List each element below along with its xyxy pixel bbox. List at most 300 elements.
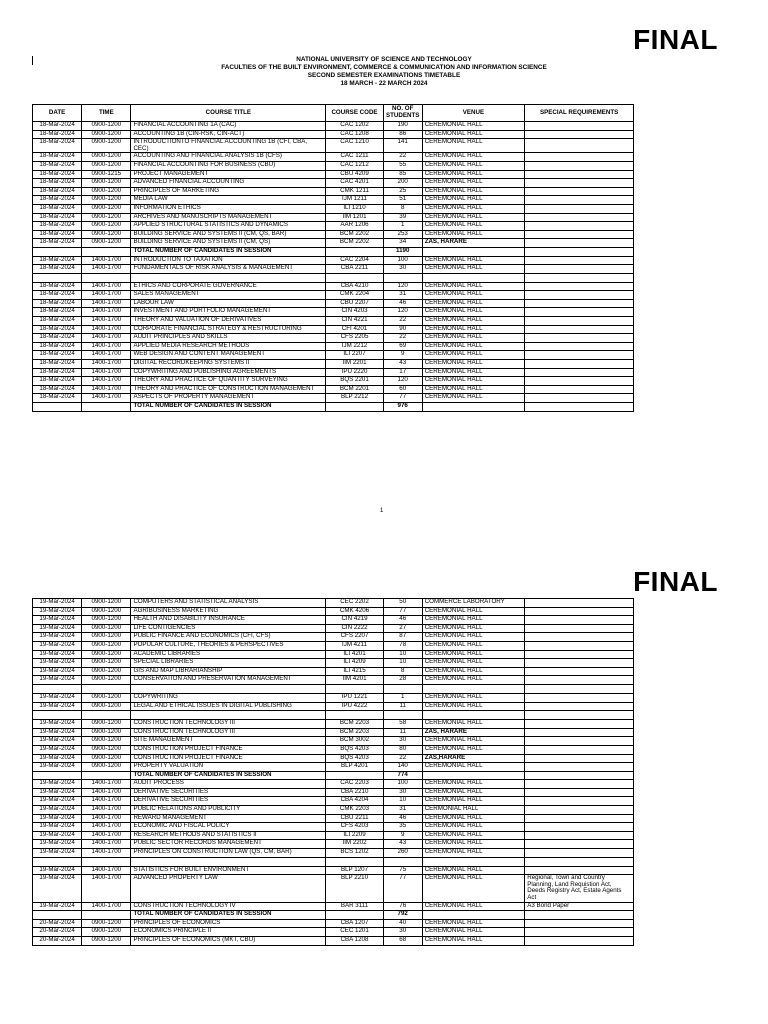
cell-course-title: SPECIAL LIBRARIES bbox=[131, 659, 326, 668]
cell-date: 19-Mar-2024 bbox=[33, 754, 82, 763]
cell-students: 11 bbox=[383, 728, 422, 737]
cell-course-title: BUILDING SERVICE AND SYSTEMS II (CM, QS, BAR) bbox=[131, 230, 326, 239]
session-rows bbox=[33, 599, 634, 685]
cell-date: 19-Mar-2024 bbox=[33, 633, 82, 642]
total-value: 792 bbox=[383, 911, 422, 920]
cell-course-code: CAC 1211 bbox=[326, 153, 383, 162]
cell-students: 68 bbox=[383, 936, 422, 945]
cell-time: 1400-1700 bbox=[82, 334, 131, 343]
cell-special-requirements bbox=[525, 624, 634, 633]
table-row bbox=[33, 667, 634, 676]
table-row bbox=[33, 317, 634, 326]
cell-date: 18-Mar-2024 bbox=[33, 122, 82, 131]
cell-date: 19-Mar-2024 bbox=[33, 814, 82, 823]
cell-students: 10 bbox=[383, 650, 422, 659]
cell-special-requirements bbox=[525, 866, 634, 875]
cell-special-requirements bbox=[525, 641, 634, 650]
cell-special-requirements bbox=[525, 139, 634, 153]
cell-course-code: CIN 2222 bbox=[326, 624, 383, 633]
table-row bbox=[33, 763, 634, 772]
table-row bbox=[33, 797, 634, 806]
cell-date: 19-Mar-2024 bbox=[33, 745, 82, 754]
cell-date: 19-Mar-2024 bbox=[33, 780, 82, 789]
cell-venue: CEREMONIAL HALL bbox=[422, 130, 525, 139]
cell-course-code: CFS 2207 bbox=[326, 633, 383, 642]
cell-course-title: LIFE CONTIGENCIES bbox=[131, 624, 326, 633]
cell-time: 0900-1200 bbox=[82, 222, 131, 231]
table-row bbox=[33, 693, 634, 702]
cell-special-requirements bbox=[525, 204, 634, 213]
cell-time: 0900-1200 bbox=[82, 737, 131, 746]
cell-students: 120 bbox=[383, 308, 422, 317]
cell-venue: CEREMONIAL HALL bbox=[422, 797, 525, 806]
cell-course-title: THEORY AND PRACTICE OF QUANTITY SURVEYING bbox=[131, 377, 326, 386]
cell-students: 58 bbox=[383, 720, 422, 729]
cell-date: 18-Mar-2024 bbox=[33, 139, 82, 153]
cell-date: 19-Mar-2024 bbox=[33, 788, 82, 797]
cell-course-title: HEALTH AND DISABILITY INSURANCE bbox=[131, 616, 326, 625]
table-row bbox=[33, 196, 634, 205]
cell-time: 0900-1200 bbox=[82, 139, 131, 153]
table-row bbox=[33, 265, 634, 274]
gap-group bbox=[33, 711, 634, 720]
cell-course-code: BQS 2201 bbox=[326, 377, 383, 386]
final-stamp: FINAL bbox=[633, 566, 718, 597]
cell-students: 30 bbox=[383, 265, 422, 274]
cell-students: 100 bbox=[383, 256, 422, 265]
cell-course-code: IIM 2201 bbox=[326, 360, 383, 369]
cell-date: 19-Mar-2024 bbox=[33, 840, 82, 849]
cell-special-requirements bbox=[525, 728, 634, 737]
cell-course-title: ARCHIVES AND MANUSCRIPTS MANAGEMENT bbox=[131, 213, 326, 222]
total-value: 1190 bbox=[383, 247, 422, 256]
table-row bbox=[33, 902, 634, 911]
cell-course-title: ADVANCED FINANCIAL ACCOUNTING bbox=[131, 179, 326, 188]
cell-course-code: CIN 4221 bbox=[326, 317, 383, 326]
cell-special-requirements bbox=[525, 222, 634, 231]
cell-course-title: REWARD MANAGEMENT bbox=[131, 814, 326, 823]
table-row bbox=[33, 720, 634, 729]
cell-course-code: CBU 2211 bbox=[326, 814, 383, 823]
cell-students: 30 bbox=[383, 928, 422, 937]
cell-venue: ZAS, HARARE bbox=[422, 239, 525, 248]
cell-students: 34 bbox=[383, 239, 422, 248]
cell-course-title: LABOUR LAW bbox=[131, 299, 326, 308]
cell-students: 69 bbox=[383, 342, 422, 351]
cell-students: 260 bbox=[383, 849, 422, 858]
cell-students: 76 bbox=[383, 902, 422, 911]
cell-course-code: CAC 4201 bbox=[326, 179, 383, 188]
cell-students: 46 bbox=[383, 299, 422, 308]
cell-special-requirements bbox=[525, 308, 634, 317]
cell-students: 1 bbox=[383, 693, 422, 702]
table-row bbox=[33, 745, 634, 754]
cell-special-requirements bbox=[525, 368, 634, 377]
cell-course-code: CFS 4203 bbox=[326, 823, 383, 832]
cell-date: 18-Mar-2024 bbox=[33, 351, 82, 360]
cell-venue: CEREMONIAL HALL bbox=[422, 693, 525, 702]
total-value: 976 bbox=[383, 403, 422, 412]
cell-date: 19-Mar-2024 bbox=[33, 823, 82, 832]
cell-course-code: IPU 4222 bbox=[326, 702, 383, 711]
table-row bbox=[33, 325, 634, 334]
table-row bbox=[33, 936, 634, 945]
cell-students: 10 bbox=[383, 797, 422, 806]
cell-date: 19-Mar-2024 bbox=[33, 866, 82, 875]
cell-venue: CEREMONIAL HALL bbox=[422, 659, 525, 668]
cell-time: 0900-1200 bbox=[82, 213, 131, 222]
cell-special-requirements bbox=[525, 650, 634, 659]
table-row bbox=[33, 377, 634, 386]
cell-venue: CEREMONIAL HALL bbox=[422, 667, 525, 676]
cell-date: 18-Mar-2024 bbox=[33, 161, 82, 170]
cell-date: 18-Mar-2024 bbox=[33, 385, 82, 394]
cell-special-requirements: Regional, Town and Country Planning, Land Requistion Act, Deeds Registry Act, Estate Agents Act bbox=[525, 875, 634, 902]
cell-course-code: CFS 2205 bbox=[326, 334, 383, 343]
cell-time: 1400-1700 bbox=[82, 849, 131, 858]
cell-course-title: PROJECT MANAGEMENT bbox=[131, 170, 326, 179]
cell-special-requirements bbox=[525, 754, 634, 763]
cell-students: 77 bbox=[383, 394, 422, 403]
total-row bbox=[33, 911, 634, 920]
cell-course-title: APPLIED MEDIA RESEARCH METHODS bbox=[131, 342, 326, 351]
cell-special-requirements bbox=[525, 797, 634, 806]
table-row bbox=[33, 831, 634, 840]
cell-course-code: CBA 4204 bbox=[326, 797, 383, 806]
cell-venue: CEREMONIAL HALL bbox=[422, 317, 525, 326]
col-course-title: COURSE TITLE bbox=[131, 105, 326, 122]
table-row bbox=[33, 161, 634, 170]
cell-time: 0900-1200 bbox=[82, 196, 131, 205]
cell-date: 19-Mar-2024 bbox=[33, 624, 82, 633]
page-number: 1 bbox=[380, 508, 384, 514]
cell-course-title: INTRODUCTIONTO FINANCIAL ACCOUNTING 1B (CFI, CBA, CEC) bbox=[131, 139, 326, 153]
cell-time: 0900-1200 bbox=[82, 599, 131, 608]
cell-special-requirements bbox=[525, 153, 634, 162]
cell-course-code: CMK 2204 bbox=[326, 291, 383, 300]
cell-special-requirements bbox=[525, 633, 634, 642]
cell-course-code: CEC 1201 bbox=[326, 928, 383, 937]
cell-students: 77 bbox=[383, 875, 422, 902]
blank-row bbox=[33, 684, 634, 693]
cell-course-code: ILI 4209 bbox=[326, 659, 383, 668]
table-row bbox=[33, 676, 634, 685]
cell-date: 19-Mar-2024 bbox=[33, 616, 82, 625]
cell-time: 0900-1200 bbox=[82, 179, 131, 188]
cell-course-title: MEDIA LAW bbox=[131, 196, 326, 205]
cell-course-code: CBA 2211 bbox=[326, 265, 383, 274]
cell-date: 19-Mar-2024 bbox=[33, 728, 82, 737]
table-row bbox=[33, 342, 634, 351]
cell-special-requirements bbox=[525, 702, 634, 711]
table-row bbox=[33, 239, 634, 248]
cell-course-code: CFI 4201 bbox=[326, 325, 383, 334]
table-row bbox=[33, 633, 634, 642]
col-course-code: COURSE CODE bbox=[326, 105, 383, 122]
timetable-table bbox=[32, 598, 634, 946]
cell-special-requirements bbox=[525, 936, 634, 945]
cell-time: 1400-1700 bbox=[82, 831, 131, 840]
cell-date: 19-Mar-2024 bbox=[33, 693, 82, 702]
cell-course-code: BQS 4203 bbox=[326, 754, 383, 763]
cell-time: 0900-1200 bbox=[82, 153, 131, 162]
total-value: 774 bbox=[383, 771, 422, 780]
table-row bbox=[33, 780, 634, 789]
cell-venue: CEREMONIAL HALL bbox=[422, 624, 525, 633]
cell-date: 18-Mar-2024 bbox=[33, 213, 82, 222]
cell-special-requirements bbox=[525, 196, 634, 205]
table-row bbox=[33, 394, 634, 403]
cell-course-code: CAC 1202 bbox=[326, 122, 383, 131]
cell-venue: CEREMONIAL HALL bbox=[422, 230, 525, 239]
cell-special-requirements bbox=[525, 377, 634, 386]
cell-course-code: BLP 2212 bbox=[326, 394, 383, 403]
cell-course-title: APPLIED STRUCTURAL STATISTICS AND DYNAMICS bbox=[131, 222, 326, 231]
cell-special-requirements bbox=[525, 385, 634, 394]
cell-course-code: IPU 1221 bbox=[326, 693, 383, 702]
table-row bbox=[33, 919, 634, 928]
cell-course-title: STATISTICS FOR BUILT ENVIRONMENT bbox=[131, 866, 326, 875]
cell-special-requirements bbox=[525, 122, 634, 131]
cell-students: 22 bbox=[383, 754, 422, 763]
cell-time: 1400-1700 bbox=[82, 308, 131, 317]
cell-course-title: COMPUTERS AND STATISTICAL ANALYSIS bbox=[131, 599, 326, 608]
timetable-table bbox=[32, 104, 634, 412]
cell-date: 20-Mar-2024 bbox=[33, 936, 82, 945]
cell-students: 9 bbox=[383, 831, 422, 840]
cell-venue: CEREMONIAL HALL bbox=[422, 351, 525, 360]
cell-special-requirements bbox=[525, 659, 634, 668]
cell-date: 18-Mar-2024 bbox=[33, 170, 82, 179]
cell-students: 17 bbox=[383, 368, 422, 377]
table-row bbox=[33, 823, 634, 832]
cell-date: 18-Mar-2024 bbox=[33, 317, 82, 326]
cell-date: 18-Mar-2024 bbox=[33, 265, 82, 274]
cell-course-title: SITE MANAGEMENT bbox=[131, 737, 326, 746]
cell-date: 19-Mar-2024 bbox=[33, 659, 82, 668]
table-row bbox=[33, 840, 634, 849]
cell-course-title: CONSTRUCTION TECHNOLOGY IV bbox=[131, 902, 326, 911]
cell-time: 1400-1700 bbox=[82, 377, 131, 386]
cell-special-requirements bbox=[525, 256, 634, 265]
cell-students: 43 bbox=[383, 360, 422, 369]
cell-course-title: CORPORATE FINANCIAL STRATEGY & RESTRUCTURING bbox=[131, 325, 326, 334]
cell-course-title: AUDIT PRINCIPLES AND SKILLS bbox=[131, 334, 326, 343]
cell-special-requirements bbox=[525, 823, 634, 832]
cell-time: 0900-1200 bbox=[82, 239, 131, 248]
cell-venue: CEREMONIAL HALL bbox=[422, 385, 525, 394]
cell-venue: CEREMONIAL HALL bbox=[422, 170, 525, 179]
cell-time: 1400-1700 bbox=[82, 265, 131, 274]
cell-date: 18-Mar-2024 bbox=[33, 394, 82, 403]
cell-students: 40 bbox=[383, 919, 422, 928]
cell-date: 18-Mar-2024 bbox=[33, 204, 82, 213]
table-row bbox=[33, 222, 634, 231]
table-row bbox=[33, 788, 634, 797]
cell-special-requirements bbox=[525, 170, 634, 179]
cell-course-code: BCM 2202 bbox=[326, 239, 383, 248]
cell-time: 0900-1200 bbox=[82, 728, 131, 737]
cell-date: 19-Mar-2024 bbox=[33, 676, 82, 685]
cell-special-requirements bbox=[525, 291, 634, 300]
cell-course-title: LEGAL AND ETHICAL ISSUES IN DIGITAL PUBLISHING bbox=[131, 702, 326, 711]
session-rows bbox=[33, 919, 634, 945]
cell-venue: CEREMONIAL HALL bbox=[422, 936, 525, 945]
cell-special-requirements bbox=[525, 334, 634, 343]
cell-time: 1400-1700 bbox=[82, 325, 131, 334]
table-row bbox=[33, 291, 634, 300]
cell-date: 18-Mar-2024 bbox=[33, 256, 82, 265]
cell-students: 31 bbox=[383, 806, 422, 815]
cell-course-title: DERIVATIVE SECURITIES bbox=[131, 788, 326, 797]
cell-date: 19-Mar-2024 bbox=[33, 650, 82, 659]
cell-course-code: ILI 4201 bbox=[326, 650, 383, 659]
cell-time: 0900-1200 bbox=[82, 763, 131, 772]
cell-special-requirements bbox=[525, 745, 634, 754]
cell-venue: CEREMONIAL HALL bbox=[422, 702, 525, 711]
table-row bbox=[33, 928, 634, 937]
total-label: TOTAL NUMBER OF CANDIDATES IN SESSION bbox=[131, 403, 326, 412]
cell-students: 253 bbox=[383, 230, 422, 239]
cell-time: 0900-1200 bbox=[82, 676, 131, 685]
cell-venue: CEREMONIAL HALL bbox=[422, 122, 525, 131]
table-row bbox=[33, 139, 634, 153]
cell-venue: CEREMONIAL HALL bbox=[422, 222, 525, 231]
cell-date: 18-Mar-2024 bbox=[33, 222, 82, 231]
cell-special-requirements bbox=[525, 299, 634, 308]
cell-date: 19-Mar-2024 bbox=[33, 831, 82, 840]
cell-venue: CEREMONIAL HALL bbox=[422, 633, 525, 642]
cell-course-code: CBU 4209 bbox=[326, 170, 383, 179]
session-rows bbox=[33, 720, 634, 772]
cell-time: 0900-1200 bbox=[82, 919, 131, 928]
cell-venue: CEREMONIAL HALL bbox=[422, 139, 525, 153]
cell-course-code: IIM 1201 bbox=[326, 213, 383, 222]
cell-special-requirements bbox=[525, 265, 634, 274]
cell-course-title: ACADEMIC LIBRARIES bbox=[131, 650, 326, 659]
cell-venue: CEREMONIAL HALL bbox=[422, 265, 525, 274]
cell-special-requirements bbox=[525, 239, 634, 248]
cell-students: 200 bbox=[383, 179, 422, 188]
total-row bbox=[33, 247, 634, 256]
exam-dates: 18 MARCH - 22 MARCH 2024 bbox=[340, 80, 428, 87]
table-row bbox=[33, 153, 634, 162]
cell-time: 0900-1200 bbox=[82, 720, 131, 729]
cell-venue: CEREMONIAL HALL bbox=[422, 299, 525, 308]
cell-time: 1400-1700 bbox=[82, 823, 131, 832]
cell-course-code: CMK 4206 bbox=[326, 607, 383, 616]
cell-special-requirements bbox=[525, 360, 634, 369]
cell-students: 80 bbox=[383, 745, 422, 754]
cell-special-requirements bbox=[525, 806, 634, 815]
cell-students: 75 bbox=[383, 866, 422, 875]
cell-venue: CEREMONIAL HALL bbox=[422, 641, 525, 650]
table-row bbox=[33, 806, 634, 815]
cell-course-title: PUBLIC RELATIONS AND PUBLICITY bbox=[131, 806, 326, 815]
cell-venue: CEREMONIAL HALL bbox=[422, 179, 525, 188]
gap-group bbox=[33, 273, 634, 282]
cell-venue: CEREMONIAL HALL bbox=[422, 282, 525, 291]
cell-time: 0900-1200 bbox=[82, 928, 131, 937]
cell-students: 90 bbox=[383, 325, 422, 334]
cell-time: 0900-1200 bbox=[82, 161, 131, 170]
cell-special-requirements bbox=[525, 788, 634, 797]
cell-course-title: CONSERVATION AND PRESERVATION MANAGEMENT bbox=[131, 676, 326, 685]
cell-course-code: CAC 1212 bbox=[326, 161, 383, 170]
cell-students: 77 bbox=[383, 607, 422, 616]
cell-students: 46 bbox=[383, 616, 422, 625]
cell-venue: CEREMONIAL HALL bbox=[422, 204, 525, 213]
table-row bbox=[33, 814, 634, 823]
cell-time: 1400-1700 bbox=[82, 840, 131, 849]
cell-course-title: ECONOMICS PRINCIPLE II bbox=[131, 928, 326, 937]
cell-time: 0900-1200 bbox=[82, 936, 131, 945]
cell-special-requirements bbox=[525, 814, 634, 823]
document-header bbox=[0, 56, 768, 88]
table-row bbox=[33, 641, 634, 650]
cell-time: 1400-1700 bbox=[82, 360, 131, 369]
cell-venue: CEREMONIAL HALL bbox=[422, 196, 525, 205]
cell-date: 18-Mar-2024 bbox=[33, 360, 82, 369]
cell-date: 18-Mar-2024 bbox=[33, 342, 82, 351]
cell-time: 1400-1700 bbox=[82, 282, 131, 291]
cell-special-requirements bbox=[525, 394, 634, 403]
cell-course-code: ILI 2207 bbox=[326, 351, 383, 360]
cell-course-code: IJM 4211 bbox=[326, 641, 383, 650]
table-row bbox=[33, 170, 634, 179]
cell-venue: CEREMONIAL HALL bbox=[422, 256, 525, 265]
cell-course-code: BQS 4203 bbox=[326, 745, 383, 754]
cell-time: 0900-1200 bbox=[82, 187, 131, 196]
cell-students: 39 bbox=[383, 213, 422, 222]
cell-students: 11 bbox=[383, 702, 422, 711]
table-row bbox=[33, 385, 634, 394]
cell-special-requirements bbox=[525, 840, 634, 849]
cell-venue: CEREMONIAL HALL bbox=[422, 849, 525, 858]
cell-course-code: CIN 4203 bbox=[326, 308, 383, 317]
cell-special-requirements bbox=[525, 179, 634, 188]
cell-date: 19-Mar-2024 bbox=[33, 797, 82, 806]
cell-venue: CEREMONIAL HALL bbox=[422, 875, 525, 902]
cell-course-title: CONSTRUCTION TECHNOLOGY III bbox=[131, 720, 326, 729]
cell-special-requirements bbox=[525, 720, 634, 729]
total-label: TOTAL NUMBER OF CANDIDATES IN SESSION bbox=[131, 911, 326, 920]
cell-date: 18-Mar-2024 bbox=[33, 368, 82, 377]
timetable-page-2 bbox=[0, 530, 768, 1024]
cell-time: 1400-1700 bbox=[82, 806, 131, 815]
cell-course-code: ILI 4215 bbox=[326, 667, 383, 676]
cell-date: 19-Mar-2024 bbox=[33, 849, 82, 858]
cell-date: 18-Mar-2024 bbox=[33, 291, 82, 300]
cell-special-requirements bbox=[525, 919, 634, 928]
cell-time: 1400-1700 bbox=[82, 351, 131, 360]
cell-course-code: CBU 2207 bbox=[326, 299, 383, 308]
cell-time: 0900-1200 bbox=[82, 230, 131, 239]
cell-students: 55 bbox=[383, 161, 422, 170]
cell-course-title: FINANCIAL ACCOUNTING FOR BUSINESS (CBU) bbox=[131, 161, 326, 170]
cell-time: 1400-1700 bbox=[82, 256, 131, 265]
cell-course-title: PRINCIPLES OF MARKETING bbox=[131, 187, 326, 196]
blank-row bbox=[33, 857, 634, 866]
table-row bbox=[33, 187, 634, 196]
cell-course-title: INFORMATION ETHICS bbox=[131, 204, 326, 213]
cell-time: 1400-1700 bbox=[82, 385, 131, 394]
cell-venue: CEREMONIAL HALL bbox=[422, 291, 525, 300]
cell-special-requirements bbox=[525, 667, 634, 676]
cell-students: 22 bbox=[383, 153, 422, 162]
cell-special-requirements bbox=[525, 230, 634, 239]
cell-course-title: RESEARCH METHODS AND STATISTICS II bbox=[131, 831, 326, 840]
